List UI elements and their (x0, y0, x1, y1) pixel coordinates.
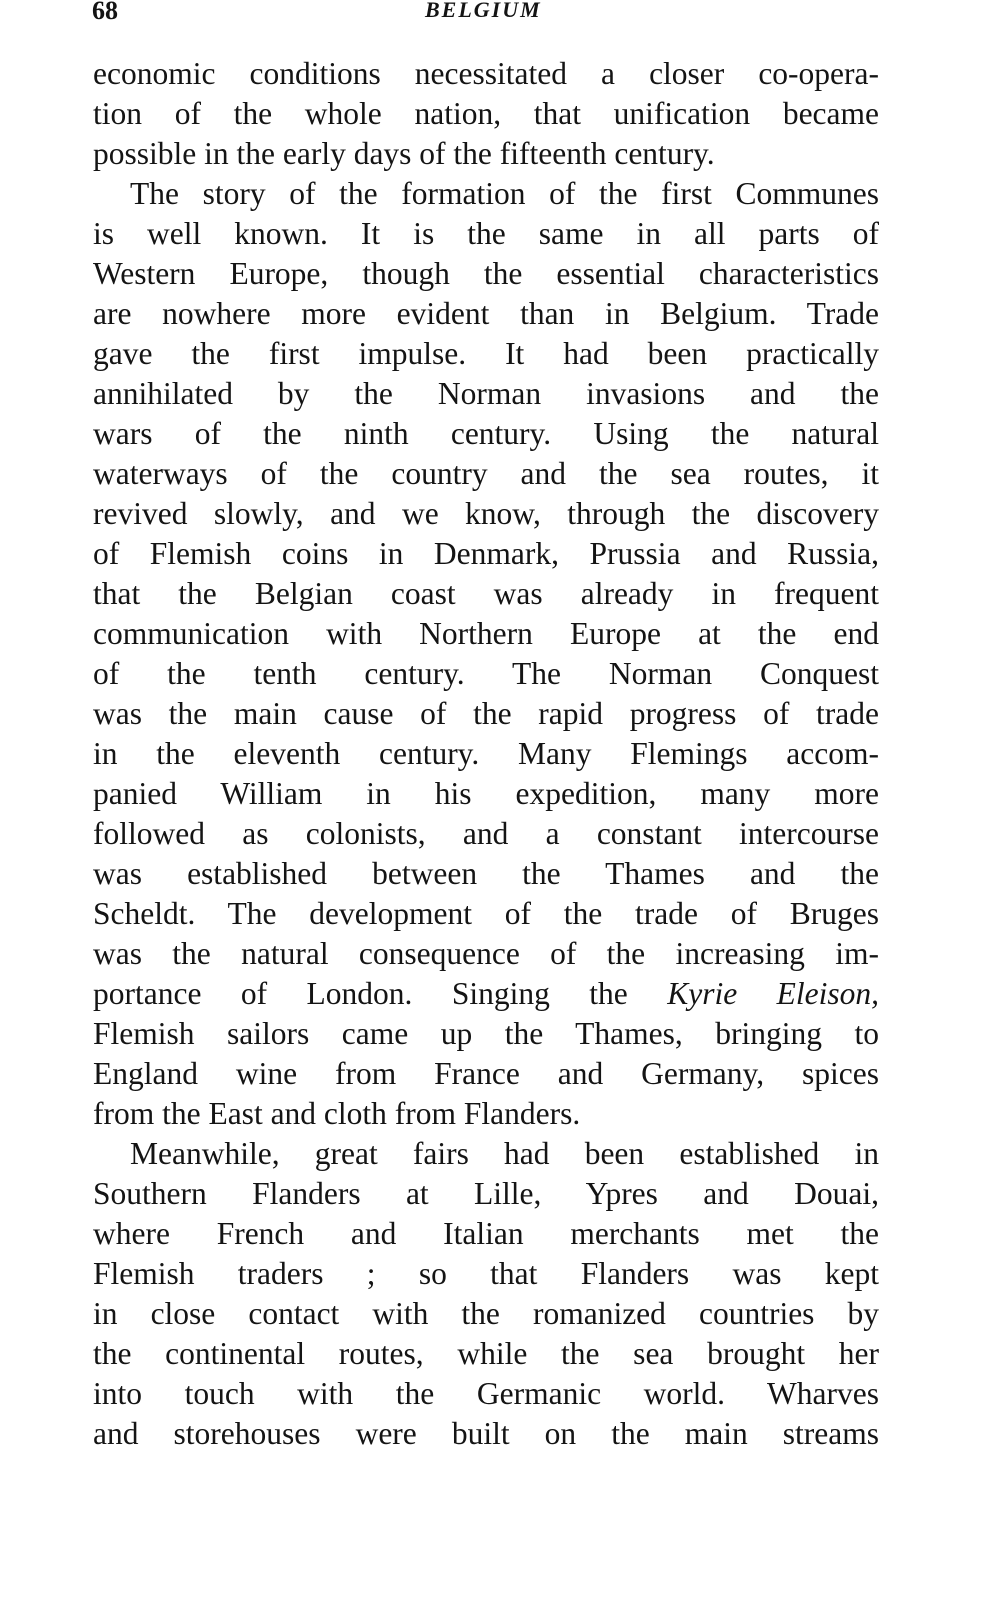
text-line: was the main cause of the rapid progress of trade (93, 696, 879, 731)
text-line: tion of the whole nation, that unification became (93, 96, 879, 131)
text-line: and storehouses were built on the main streams (93, 1416, 879, 1451)
text-line: communication with Northern Europe at the end (93, 616, 879, 651)
paragraph (93, 174, 879, 1134)
paragraph (93, 1134, 879, 1454)
page-number: 68 (92, 0, 118, 25)
paragraph (93, 54, 879, 174)
text-line: Flemish sailors came up the Thames, bringing to (93, 1016, 879, 1051)
text-line: Flemish traders ; so that Flanders was kept (93, 1256, 879, 1291)
text-line: in the eleventh century. Many Flemings accom- (93, 736, 879, 771)
text-line: is well known. It is the same in all parts of (93, 216, 879, 251)
text-line: into touch with the Germanic world. Wharves (93, 1376, 879, 1411)
text-line: was established between the Thames and the (93, 856, 879, 891)
text-line: of the tenth century. The Norman Conquest (93, 656, 879, 691)
text-line: are nowhere more evident than in Belgium. Trade (93, 296, 879, 331)
running-title: BELGIUM (425, 0, 542, 22)
text-line: waterways of the country and the sea routes, it (93, 456, 879, 491)
text-line: from the East and cloth from Flanders. (93, 1096, 581, 1131)
text-line: wars of the ninth century. Using the natural (93, 416, 879, 451)
text-line: Scheldt. The development of the trade of Bruges (93, 896, 879, 931)
text-line: Southern Flanders at Lille, Ypres and Douai, (93, 1176, 879, 1211)
text-line: The story of the formation of the first Communes (130, 176, 879, 211)
text-line: economic conditions necessitated a closer co-opera- (93, 56, 879, 91)
text-line: revived slowly, and we know, through the discovery (93, 496, 879, 531)
text-line: of Flemish coins in Denmark, Prussia and Russia, (93, 536, 879, 571)
text-line: portance of London. Singing the Kyrie Eleison, (93, 976, 880, 1011)
text-line: followed as colonists, and a constant intercourse (93, 816, 879, 851)
text-line: England wine from France and Germany, spices (93, 1056, 879, 1091)
running-head (92, 0, 882, 30)
text-line: the continental routes, while the sea brought her (93, 1336, 879, 1371)
text-line: annihilated by the Norman invasions and the (93, 376, 879, 411)
text-line: Western Europe, though the essential characteristics (93, 256, 879, 291)
body-text (93, 54, 879, 1454)
text-line: gave the first impulse. It had been practically (93, 336, 879, 371)
text-line: panied William in his expedition, many more (93, 776, 879, 811)
text-line: Meanwhile, great fairs had been established in (130, 1136, 879, 1171)
text-line: where French and Italian merchants met the (93, 1216, 879, 1251)
italic-phrase: Kyrie Eleison, (667, 976, 880, 1011)
text-line: in close contact with the romanized countries by (93, 1296, 879, 1331)
text-line: possible in the early days of the fifteenth century. (93, 136, 715, 171)
text-line: that the Belgian coast was already in frequent (93, 576, 879, 611)
text-line: was the natural consequence of the increasing im- (93, 936, 879, 971)
